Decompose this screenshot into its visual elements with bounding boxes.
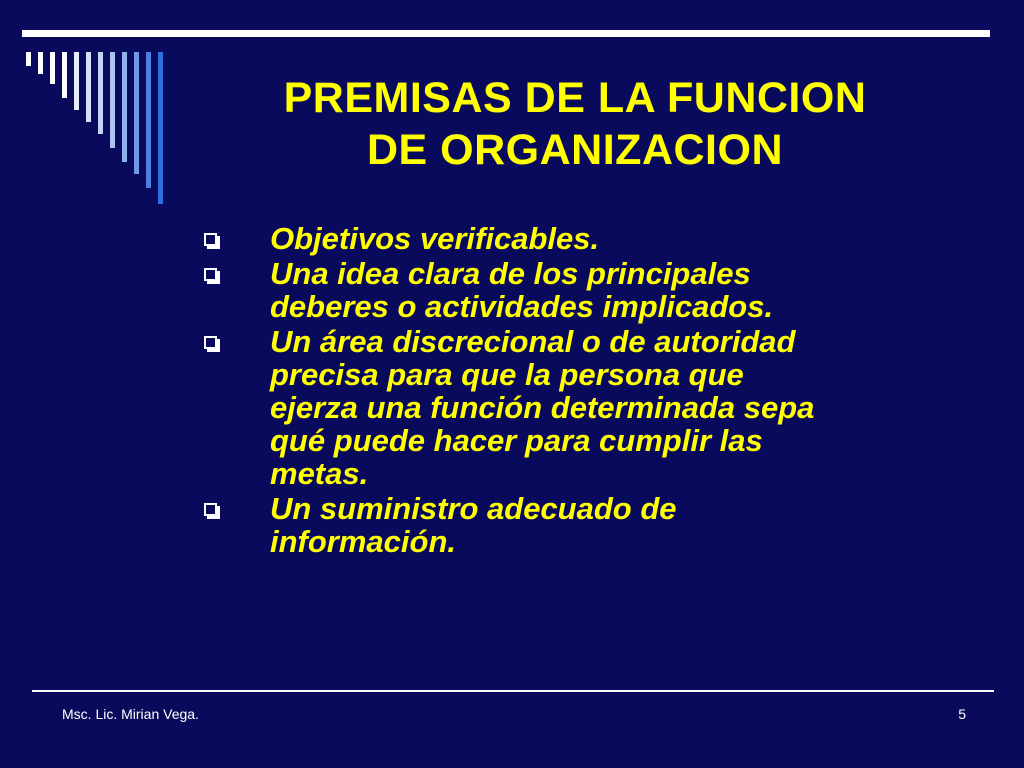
- stripe: [26, 52, 31, 66]
- slide-title-line: DE ORGANIZACION: [367, 126, 783, 174]
- bullet-text: Un suministro adecuado de: [270, 491, 677, 526]
- bullet-list: [200, 222, 990, 560]
- bullet-text: información.: [270, 524, 457, 559]
- checkbox-bullet-icon: [204, 336, 217, 349]
- bullet-text: qué puede hacer para cumplir las: [270, 423, 763, 458]
- list-item: [200, 325, 990, 490]
- bullet-text: Una idea clara de los principales: [270, 256, 751, 291]
- stripe: [98, 52, 103, 134]
- stripe: [62, 52, 67, 98]
- top-rule: [22, 30, 990, 37]
- stripe: [110, 52, 115, 148]
- slide-title: [200, 72, 950, 176]
- stripe: [38, 52, 43, 74]
- footer-author: Msc. Lic. Mirian Vega.: [62, 706, 199, 722]
- bullet-text: deberes o actividades implicados.: [270, 289, 774, 324]
- bullet-text: precisa para que la persona que: [270, 357, 744, 392]
- stripe: [50, 52, 55, 84]
- bullet-text: ejerza una función determinada sepa: [270, 390, 815, 425]
- stripe: [122, 52, 127, 162]
- stripe: [146, 52, 151, 188]
- slide-title-line: PREMISAS DE LA FUNCION: [283, 74, 867, 122]
- checkbox-bullet-icon: [204, 233, 217, 246]
- bullet-text: Objetivos verificables.: [270, 221, 600, 256]
- stripe: [74, 52, 79, 110]
- page-number: 5: [958, 706, 966, 722]
- list-item: [200, 492, 990, 558]
- stripe: [134, 52, 139, 174]
- checkbox-bullet-icon: [204, 503, 217, 516]
- bullet-text: metas.: [270, 456, 369, 491]
- bullet-text: Un área discrecional o de autoridad: [270, 324, 796, 359]
- stripe: [86, 52, 91, 122]
- stripe: [158, 52, 163, 204]
- list-item: [200, 222, 990, 255]
- footer-rule: [32, 690, 994, 692]
- list-item: [200, 257, 990, 323]
- checkbox-bullet-icon: [204, 268, 217, 281]
